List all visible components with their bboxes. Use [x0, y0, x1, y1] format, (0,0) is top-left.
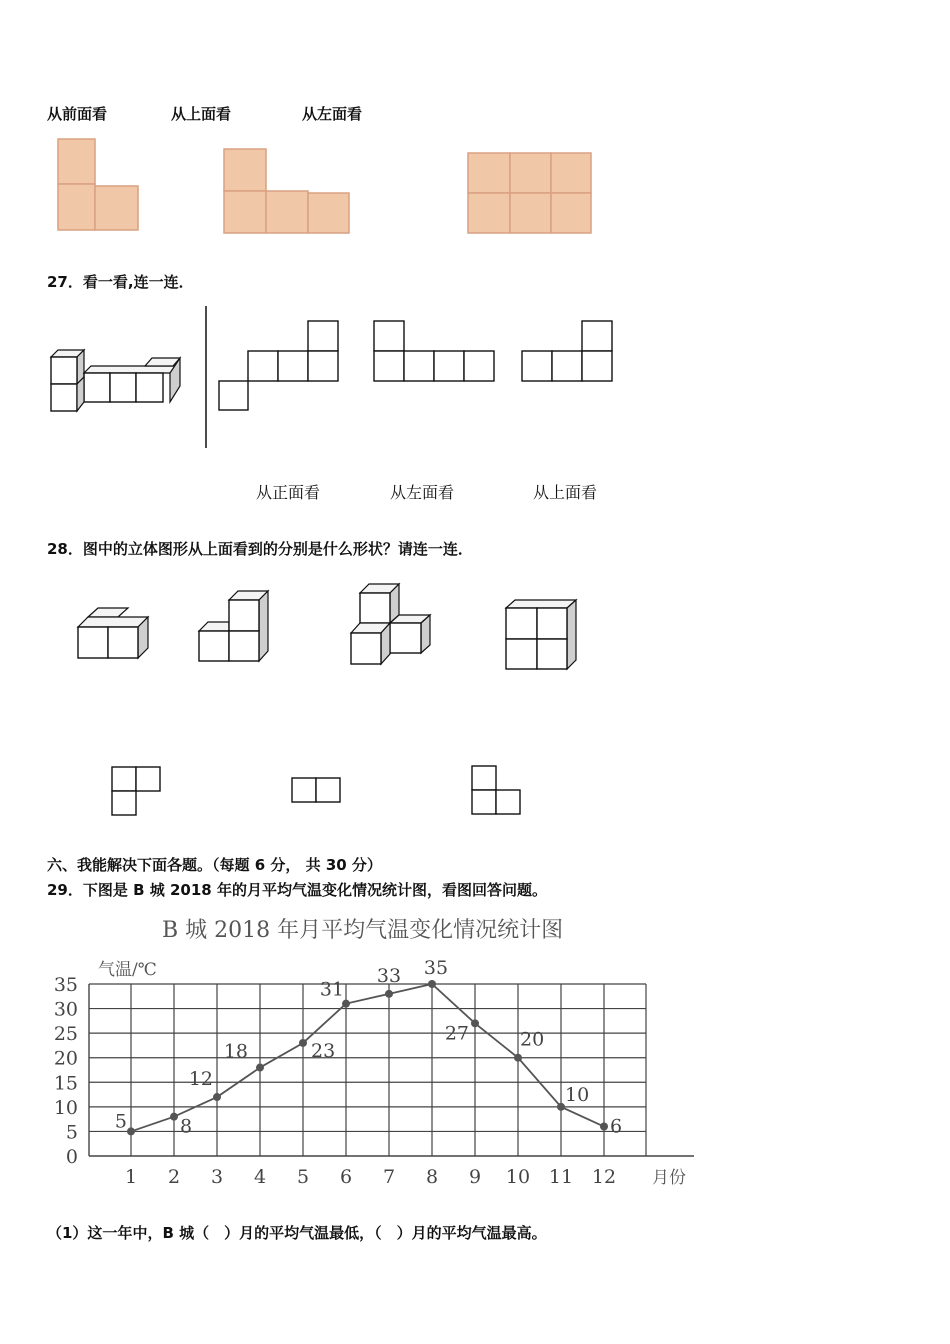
chart-grid [89, 984, 646, 1156]
data-label: 20 [520, 1028, 545, 1051]
data-label: 8 [180, 1115, 193, 1138]
data-label: 27 [444, 1022, 469, 1045]
x-tick-label: 11 [548, 1166, 574, 1188]
x-tick-label: 12 [591, 1166, 617, 1188]
y-tick-label: 10 [53, 1096, 78, 1119]
data-label: 35 [423, 957, 449, 979]
y-tick-label: 30 [53, 998, 78, 1021]
data-point [256, 1064, 264, 1072]
x-tick-label: 1 [124, 1166, 138, 1188]
q27-label-left: 从左面看 [390, 483, 455, 502]
x-tick-label: 10 [505, 1166, 531, 1188]
y-tick-label: 15 [53, 1072, 78, 1095]
data-label: 23 [311, 1039, 336, 1062]
chart-xlabel: 月份 [652, 1168, 686, 1188]
x-tick-label: 2 [167, 1166, 181, 1188]
q29-title: 29．下图是 B 城 2018 年的月平均气温变化情况统计图，看图回答问题。 [47, 881, 547, 899]
view-label-top: 从上面看 [171, 105, 232, 123]
q27-label-top: 从上面看 [533, 483, 598, 502]
data-point [471, 1019, 479, 1027]
x-tick-label: 9 [468, 1166, 482, 1188]
y-tick-label: 0 [65, 1146, 78, 1168]
data-point [385, 990, 393, 998]
data-label: 5 [114, 1110, 127, 1133]
data-point [127, 1127, 135, 1135]
data-point [600, 1123, 608, 1131]
y-tick-label: 25 [53, 1023, 78, 1046]
q27-title: 27．看一看,连一连． [47, 273, 194, 291]
x-tick-label: 6 [339, 1166, 353, 1188]
y-tick-label: 35 [53, 974, 78, 996]
chart-title: B 城 2018 年月平均气温变化情况统计图 [162, 918, 564, 943]
x-tick-label: 8 [425, 1166, 439, 1188]
x-tick-label: 3 [210, 1166, 224, 1188]
data-label: 12 [188, 1068, 213, 1091]
data-label: 10 [565, 1083, 590, 1106]
view-label-left: 从左面看 [302, 105, 363, 123]
data-point [213, 1093, 221, 1101]
q28-title: 28．图中的立体图形从上面看到的分别是什么形状？请连一连． [47, 540, 473, 558]
data-point [557, 1103, 565, 1111]
data-label: 33 [376, 964, 402, 987]
data-label: 6 [610, 1115, 623, 1138]
data-label: 18 [223, 1040, 248, 1063]
data-point [514, 1054, 522, 1062]
section6-heading: 六、我能解决下面各题。（每题 6 分， 共 30 分） [47, 856, 382, 874]
q27-label-front: 从正面看 [256, 483, 321, 502]
q29-sub1: （1）这一年中，B 城（ ）月的平均气温最低，（ ）月的平均气温最高。 [47, 1224, 547, 1242]
x-tick-label: 4 [253, 1166, 267, 1188]
data-label: 31 [319, 978, 344, 1001]
chart-ylabel: 气温/℃ [98, 960, 157, 980]
data-point [299, 1039, 307, 1047]
x-tick-label: 5 [296, 1166, 310, 1188]
data-point [170, 1113, 178, 1121]
data-point [428, 980, 436, 988]
x-tick-label: 7 [382, 1166, 396, 1188]
y-tick-label: 20 [53, 1047, 78, 1070]
view-label-front: 从前面看 [47, 105, 108, 123]
data-point [342, 1000, 350, 1008]
y-tick-label: 5 [65, 1121, 78, 1144]
